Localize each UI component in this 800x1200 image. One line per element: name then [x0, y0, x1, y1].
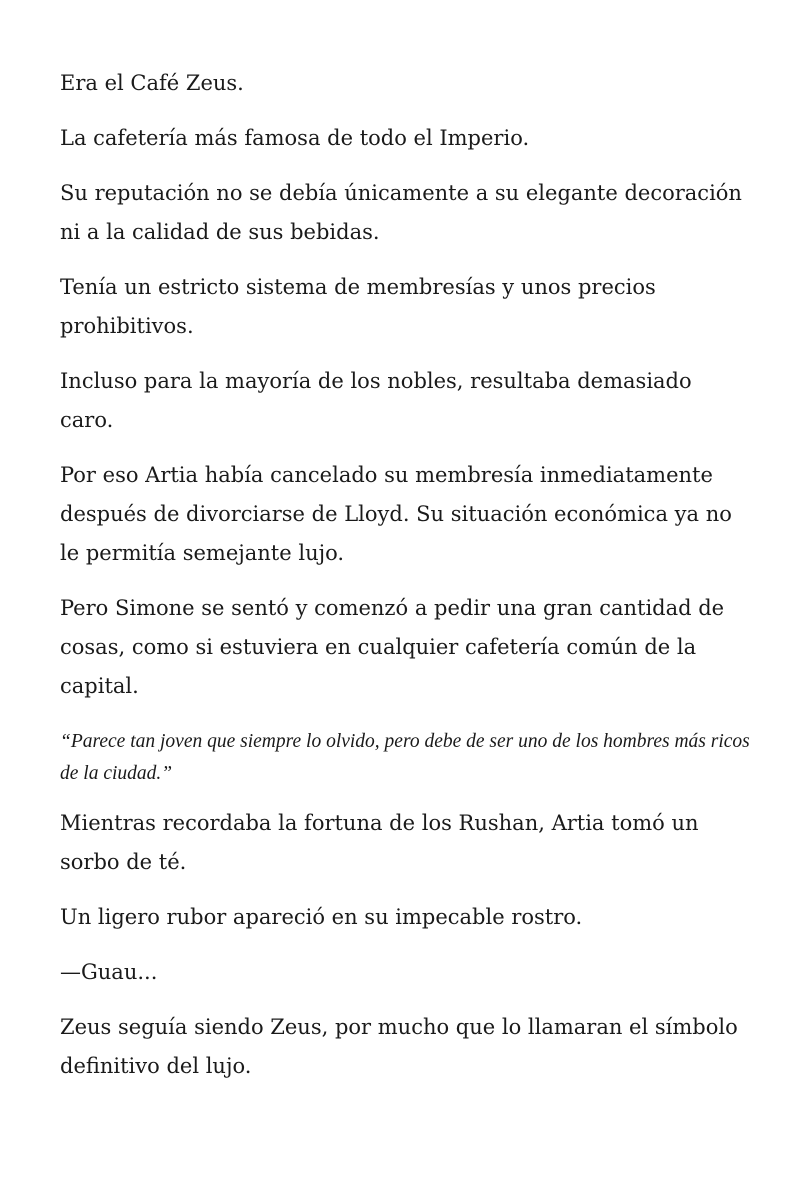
dialogue-paragraph: —Guau... — [60, 960, 158, 984]
inner-thought-paragraph: “Parece tan joven que siempre lo olvido, pero debe de ser uno de los hombres más ricos de la ciudad.” — [60, 731, 750, 784]
paragraph: Tenía un estricto sistema de membresías y unos precios prohibitivos. — [60, 275, 656, 338]
paragraph: La cafetería más famosa de todo el Imperio. — [60, 126, 530, 150]
paragraph: Mientras recordaba la fortuna de los Rushan, Artia tomó un sorbo de té. — [60, 811, 699, 874]
paragraph: Su reputación no se debía únicamente a su elegante decoración ni a la calidad de sus bebidas. — [60, 181, 742, 244]
paragraph: Era el Café Zeus. — [60, 71, 244, 95]
paragraph: Un ligero rubor apareció en su impecable rostro. — [60, 905, 583, 929]
paragraph: Por eso Artia había cancelado su membresía inmediatamente después de divorciarse de Lloyd. Su situación económica ya no le permitía semejante lujo. — [60, 463, 732, 565]
document-body — [60, 64, 750, 1102]
paragraph: Incluso para la mayoría de los nobles, resultaba demasiado caro. — [60, 369, 692, 432]
paragraph: Pero Simone se sentó y comenzó a pedir una gran cantidad de cosas, como si estuviera en cualquier cafetería común de la capital. — [60, 596, 725, 698]
paragraph: Zeus seguía siendo Zeus, por mucho que lo llamaran el símbolo definitivo del lujo. — [60, 1015, 738, 1078]
